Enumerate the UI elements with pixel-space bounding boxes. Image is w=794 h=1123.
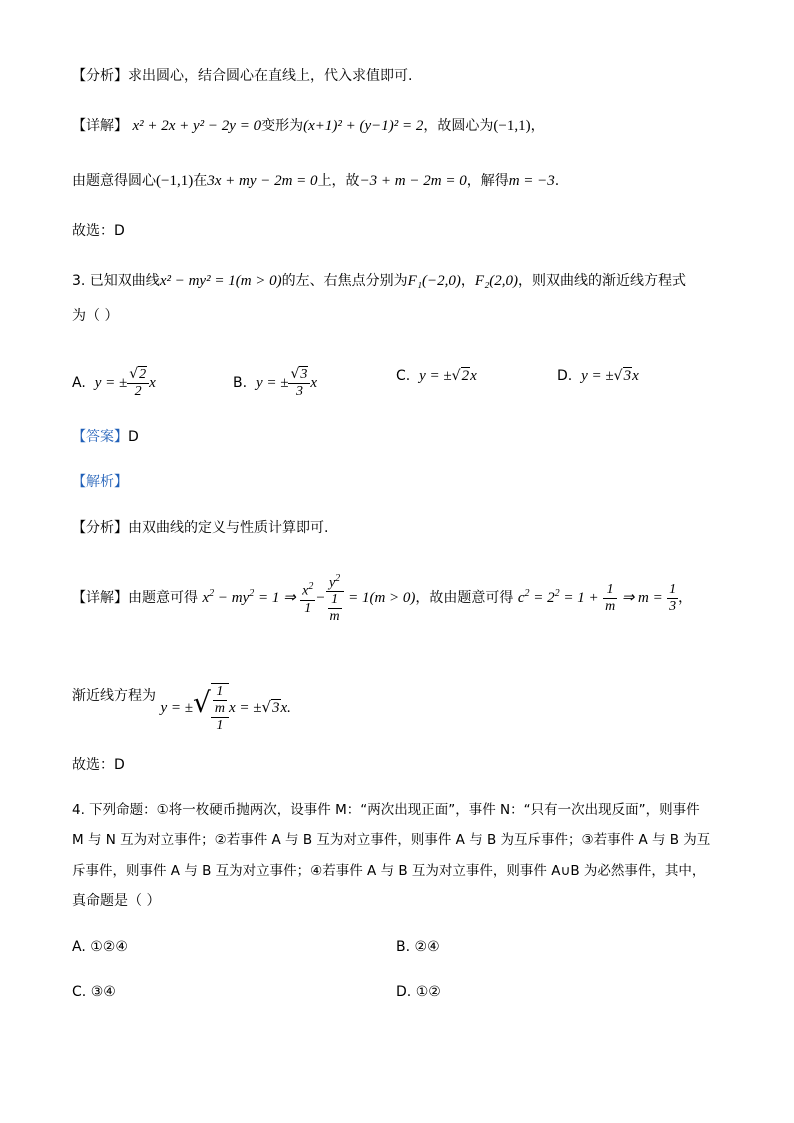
option-pre: y = ± [581,368,614,384]
period: . [554,173,560,189]
line-equation: 3x + my − 2m = 0 [207,173,318,189]
asymptote-eq: y = ±√ $\frac{\frac{1}{m}}{1}$ x = ±√3x. [160,684,291,734]
denominator: 3 [288,383,310,400]
q4-line3: 斥事件，则事件 A 与 B 互为对立事件；④若事件 A 与 B 互为对立事件，则事件 A∪B 为必然事件，其中， [72,863,706,879]
text: ，则双曲线的渐近线方程式 [518,273,687,289]
text: ，解得 [466,173,509,189]
q4-line4: 真命题是（ ） [72,893,161,909]
fraction: $\frac{√3}{3}$ [288,366,310,400]
detail-tag: 【详解】 [72,118,128,134]
radicand: 3 [300,367,308,382]
option-label: D. [557,368,573,384]
jiexi-tag: 【解析】 [72,474,128,490]
radicand: 2 [461,368,470,384]
c-squared: $c^2 = 2^2 = 1$ + [517,588,599,606]
hyperbola-equation: x² − my² = 1(m > 0) [159,273,282,289]
option-pre: y = ± [255,375,289,391]
equals-condition: = 1(m > 0) [348,590,416,606]
q4-option-b [396,937,440,957]
analysis-text: 求出圆心，结合圆心在直线上，代入求值即可. [128,68,413,84]
option-pre: y = ± [419,368,452,384]
radicand: 2 [139,367,147,382]
substituted-equation: −3 + m − 2m = 0 [359,173,467,189]
q3-stem-line1 [72,271,686,291]
analysis-tag: 【分析】 [72,520,128,536]
q4-option-a [72,937,128,957]
q3-analysis-line [72,518,328,538]
option-post: x [632,368,639,384]
text: 的左、右焦点分别为 [281,273,408,289]
q2-analysis-line [72,66,412,86]
text: 由题意可得 [128,590,198,606]
circle-center: (−1,1) [493,118,531,134]
option-text: ②④ [414,939,440,955]
fraction: $\frac{1}{m}$ [605,581,616,614]
q3-asymptote-line [72,662,291,734]
q2-detail-line [72,116,545,136]
detail-tag: 【详解】 [72,590,128,606]
focus-f2: F₂(2,0) [474,273,519,289]
option-post: x [470,368,477,384]
q3-option-c: C. y = ±√2x [396,368,477,384]
text: 3. 已知双曲线 [72,273,160,289]
option-label: C. [72,984,87,1000]
fraction: $\frac{y^2}{\frac{1}{m}}$ [326,571,344,626]
text: 由题意得圆心 [72,173,156,189]
comma: ， [530,118,545,134]
text: 在 [193,173,208,189]
option-label: C. [396,368,411,384]
q3-option-b [233,366,317,400]
answer-value: D [128,429,139,445]
solution-value: m = −3 [508,173,555,189]
center-ref: (−1,1) [156,173,194,189]
text: ，故由题意可得 [415,590,514,606]
hyperbola-transform: $x^2 - my^2 = 1$ ⇒ [202,588,296,606]
q3-option-a [72,366,156,400]
detail-mid: 变形为 [261,118,304,134]
q4-option-d [396,982,441,1002]
text: 上，故 [317,173,360,189]
option-label: B. [233,375,248,391]
q3-stem-line2: 为（ ） [72,308,119,324]
option-text: ①② [415,984,441,1000]
option-label: D. [396,984,412,1000]
q3-conclusion: 故选：D [72,757,125,773]
analysis-text: 由双曲线的定义与性质计算即可. [128,520,329,536]
q2-substitution-line [72,171,559,191]
analysis-tag: 【分析】 [72,68,128,84]
m-result: ⇒ m = [621,590,663,606]
q3-option-d: D. y = ±√3x [557,368,639,384]
fraction: $\frac{1}{3}$ [669,581,677,614]
answer-tag: 【答案】 [72,429,128,445]
q4-line2: M 与 N 互为对立事件；②若事件 A 与 B 互为对立事件，则事件 A 与 B 为互斥事件；③若事件 A 与 B 为互 [72,832,711,848]
circle-equation: x² + 2x + y² − 2y = 0 [132,118,262,134]
option-label: A. [72,939,86,955]
option-text: ③④ [90,984,116,1000]
comma: ， [678,590,693,606]
option-text: ①②④ [90,939,128,955]
fraction: $\frac{x^2}{1}$ [302,581,314,616]
q2-answer: 故选：D [72,223,125,239]
q4-line1: 4. 下列命题：①将一枚硬币抛两次，设事件 M：“两次出现正面”，事件 N：“只有一次出现反面”，则事件 [72,802,700,818]
circle-standard-form: (x+1)² + (y−1)² = 2 [303,118,424,134]
focus-f1: F₁(−2,0) [407,273,461,289]
option-pre: y = ± [94,375,128,391]
comma: ， [460,273,475,289]
option-label: B. [396,939,411,955]
asymptote-label: 渐近线方程为 [72,688,156,704]
option-label: A. [72,375,86,391]
q4-option-c [72,982,116,1002]
denominator: 2 [127,383,149,400]
q3-answer-line [72,427,139,447]
option-post: x [149,375,156,391]
radicand: 3 [623,368,632,384]
q3-detail-line [72,568,692,628]
minus: − [315,590,326,606]
fraction: $\frac{√2}{2}$ [127,366,149,400]
option-post: x [310,375,318,391]
detail-tail: ，故圆心为 [423,118,494,134]
